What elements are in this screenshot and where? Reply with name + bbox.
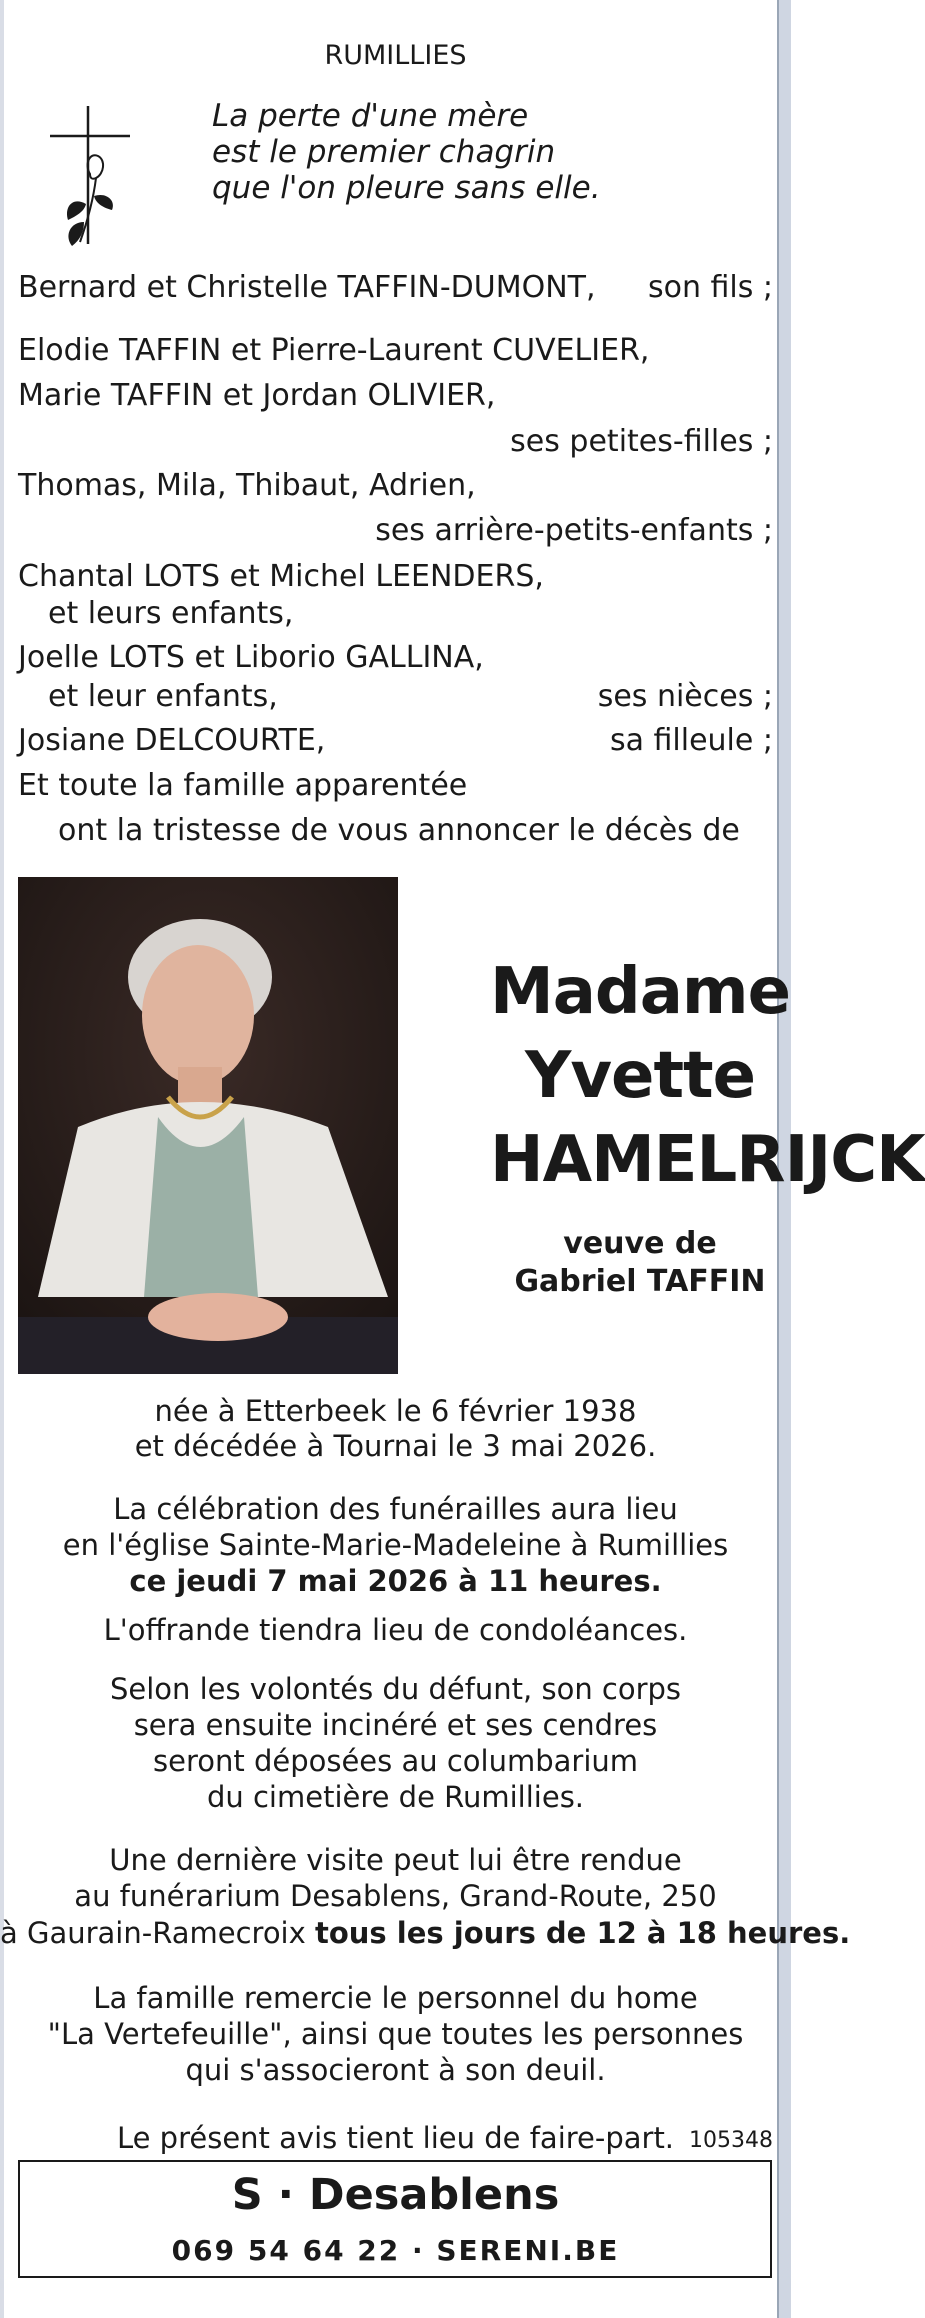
cremation-line-3: seront déposées au columbarium <box>153 1744 638 1778</box>
widow-of <box>490 1225 790 1301</box>
funeral-line-1: La célébration des funérailles aura lieu <box>113 1492 678 1526</box>
cremation-line-2: sera ensuite incinéré et ses cendres <box>133 1708 658 1742</box>
thanks-line-2: "La Vertefeuille", ainsi que toutes les personnes <box>47 2017 744 2051</box>
deceased-name <box>490 950 925 1202</box>
cremation-line-4: du cimetière de Rumillies. <box>206 1780 585 1814</box>
spouse-name: Gabriel TAFFIN <box>514 1264 766 1299</box>
funeral-line-2: en l'église Sainte-Marie-Madeleine à Rumillies <box>62 1528 729 1562</box>
deceased-title: Madame <box>490 955 790 1029</box>
family-goddaughter-role: sa filleule ; <box>609 723 773 758</box>
quote-line-3: que l'on pleure sans elle. <box>212 170 601 206</box>
family-son: Bernard et Christelle TAFFIN-DUMONT, <box>18 270 596 305</box>
thanks-line-1: La famille remercie le personnel du home <box>93 1981 698 2015</box>
thanks-line-3: qui s'associeront à son deuil. <box>185 2053 606 2087</box>
reference-number: 105348 <box>689 2128 773 2153</box>
notice-line: Le présent avis tient lieu de faire-part. <box>116 2121 675 2155</box>
visit-line-1: Une dernière visite peut lui être rendue <box>109 1843 682 1877</box>
death-line: et décédée à Tournai le 3 mai 2026. <box>134 1429 657 1463</box>
family-granddaughter-2: Marie TAFFIN et Jordan OLIVIER, <box>18 378 496 413</box>
portrait-photo <box>18 877 398 1374</box>
left-border <box>0 0 4 2318</box>
family-great-grandchildren-role: ses arrière-petits-enfants ; <box>375 513 773 548</box>
deceased-first-name: Yvette <box>524 1039 756 1113</box>
visit-place: à Gaurain-Ramecroix <box>0 1916 315 1950</box>
visit-hours: tous les jours de 12 à 18 heures. <box>315 1916 851 1950</box>
deceased-last-name: HAMELRIJCK <box>490 1123 925 1197</box>
cremation-line-1: Selon les volontés du défunt, son corps <box>109 1672 682 1706</box>
funeral-home-brand: S · Desablens <box>231 2170 560 2220</box>
family-granddaughter-1: Elodie TAFFIN et Pierre-Laurent CUVELIER, <box>18 333 650 368</box>
family-granddaughters-role: ses petites-filles ; <box>510 424 773 459</box>
family-goddaughter: Josiane DELCOURTE, <box>18 723 326 758</box>
family-great-grandchildren: Thomas, Mila, Thibaut, Adrien, <box>18 468 476 503</box>
quote-line-2: est le premier chagrin <box>212 134 556 170</box>
family-nieces-role: ses nièces ; <box>597 679 773 714</box>
funeral-date: ce jeudi 7 mai 2026 à 11 heures. <box>129 1564 662 1598</box>
visit-line-2: au funérarium Desablens, Grand-Route, 250 <box>74 1879 717 1913</box>
family-niece-2-children: et leur enfants, <box>48 679 278 714</box>
funeral-home-contact: 069 54 64 22 · SERENI.BE <box>171 2234 620 2267</box>
town-heading: RUMILLIES <box>324 40 467 71</box>
family-relatives-line: Et toute la famille apparentée <box>18 768 468 803</box>
visit-line-3 <box>0 1915 851 1951</box>
cross-with-rose-icon <box>46 104 136 254</box>
offering-line: L'offrande tiendra lieu de condoléances. <box>103 1613 688 1647</box>
family-niece-1-children: et leurs enfants, <box>48 596 294 631</box>
quote <box>212 98 601 206</box>
family-niece-1: Chantal LOTS et Michel LEENDERS, <box>18 559 544 594</box>
announcement-line: ont la tristesse de vous annoncer le décès de <box>58 813 740 848</box>
widow-label: veuve de <box>563 1226 717 1261</box>
family-niece-2: Joelle LOTS et Liborio GALLINA, <box>18 640 484 675</box>
family-son-role: son fils ; <box>647 270 773 305</box>
birth-line: née à Etterbeek le 6 février 1938 <box>154 1394 637 1428</box>
quote-line-1: La perte d'une mère <box>212 98 529 134</box>
